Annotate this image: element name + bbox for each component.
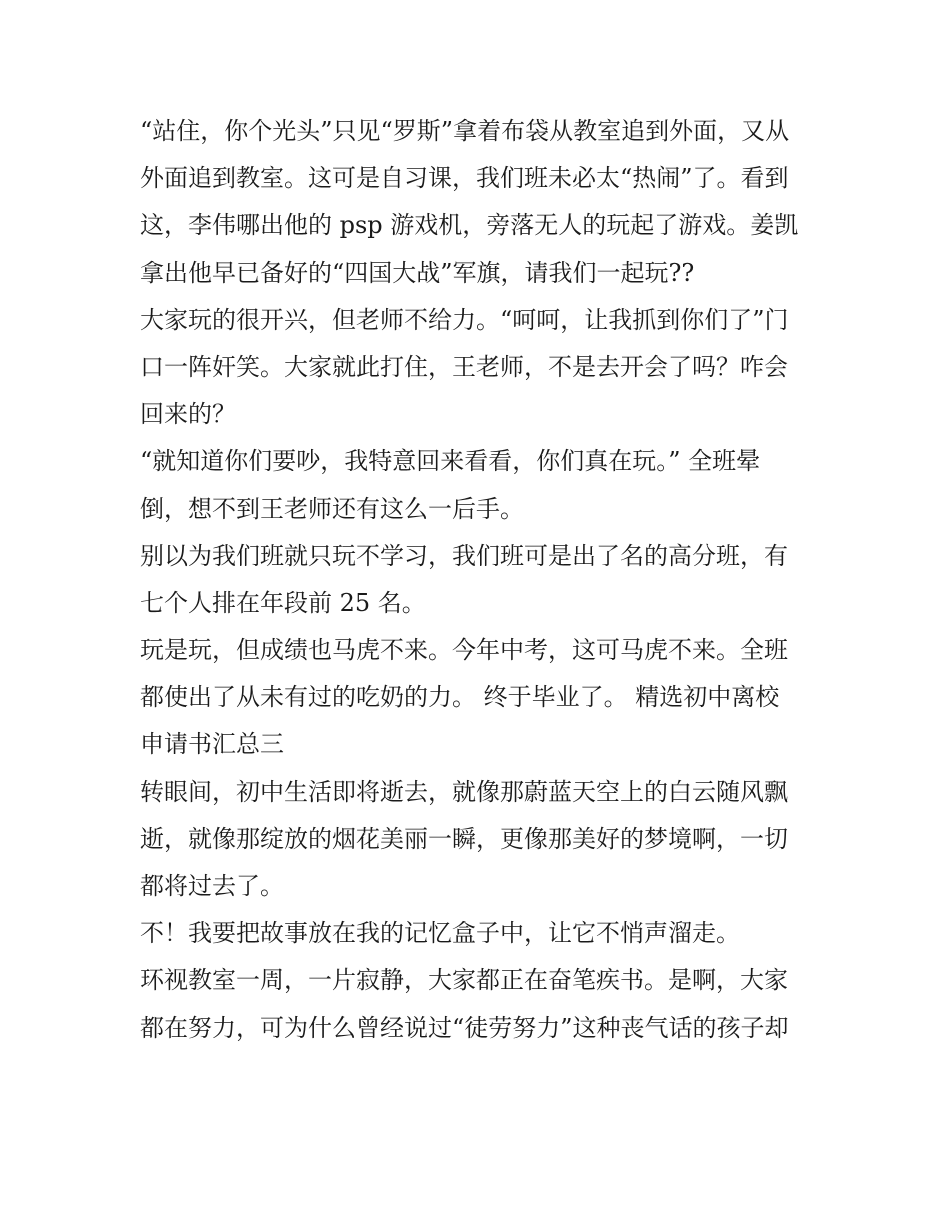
text-line: 都使出了从未有过的吃奶的力。 终于毕业了。 精选初中离校 (140, 683, 780, 712)
text-line: 申请书汇总三 (140, 730, 284, 759)
text-line: 回来的？ (140, 400, 236, 429)
text-line: 大家玩的很开兴，但老师不给力。“呵呵，让我抓到你们了”门 (140, 305, 789, 334)
text-line: 逝，就像那绽放的烟花美丽一瞬，更像那美好的梦境啊，一切 (140, 824, 788, 853)
text-line: 都将过去了。 (140, 872, 284, 900)
text-line: 不！我要把故事放在我的记忆盒子中，让它不悄声溜走。 (140, 919, 740, 948)
text-line: 转眼间，初中生活即将逝去，就像那蔚蓝天空上的白云随风飘 (140, 777, 788, 806)
text-line: 这，李伟哪出他的 psp 游戏机，旁落无人的玩起了游戏。姜凯 (140, 211, 799, 240)
text-line: 别以为我们班就只玩不学习，我们班可是出了名的高分班，有 (140, 541, 788, 570)
text-line: 外面追到教室。这可是自习课，我们班未必太“热闹”了。看到 (140, 164, 789, 193)
text-line: 都在努力，可为什么曾经说过“徒劳努力”这种丧气话的孩子却 (140, 1013, 789, 1042)
text-line: 倒，想不到王老师还有这么一后手。 (140, 494, 524, 523)
document-body (140, 108, 815, 1052)
text-line: 拿出他早已备好的“四国大战”军旗，请我们一起玩?? (140, 258, 695, 287)
text-line: 七个人排在年段前 25 名。 (140, 588, 426, 617)
text-line: 玩是玩，但成绩也马虎不来。今年中考，这可马虎不来。全班 (140, 636, 788, 665)
text-line: 环视教室一周，一片寂静，大家都正在奋笔疾书。是啊，大家 (140, 966, 788, 995)
text-line: “就知道你们要吵，我特意回来看看，你们真在玩。” 全班晕 (140, 447, 761, 476)
text-line: “站住，你个光头”只见“罗斯”拿着布袋从教室追到外面，又从 (140, 117, 790, 145)
text-line: 口一阵奸笑。大家就此打住，王老师，不是去开会了吗？咋会 (140, 352, 788, 381)
